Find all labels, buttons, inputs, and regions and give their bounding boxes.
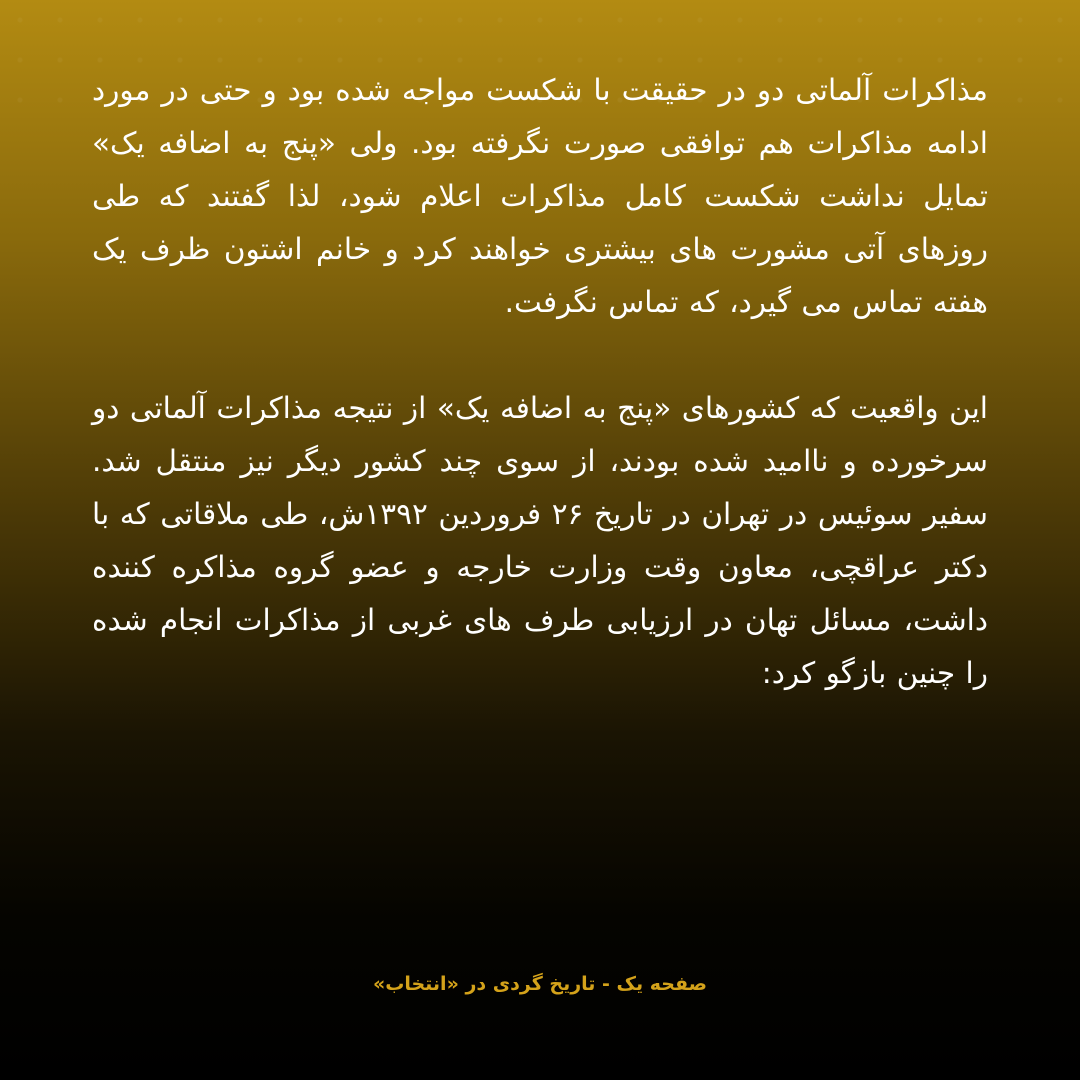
paragraph-2: این واقعیت که کشورهای «پنج به اضافه یک» از نتیجه مذاکرات آلماتی دو سرخورده و ناامید شده بودند، از سوی چند کشور دیگر نیز منتقل شد. سفیر سوئیس در تهران در تاریخ ۲۶ فروردین ۱۳۹۲ش، طی ملاقاتی که با دکتر عراقچی، معاون وقت وزارت خارجه و عضو گروه مذاکره کننده داشت، مسائل تهان در ارزیابی طرف های غربی از مذاکرات انجام شده را چنین بازگو کرد:: [92, 391, 988, 690]
footer-caption: صفحه یک - تاریخ گردی در «انتخاب»: [372, 973, 708, 995]
article-body: [92, 64, 988, 700]
paragraph-1: مذاکرات آلماتی دو در حقیقت با شکست مواجه شده بود و حتی در مورد ادامه مذاکرات هم توافقی صورت نگرفته بود. ولی «پنج به اضافه یک» تمایل نداشت شکست کامل مذاکرات اعلام شود، لذا گفتند که طی روزهای آتی مشورت های بیشتری خواهند کرد و خانم اشتون ظرف یک هفته تماس می گیرد، که تماس نگرفت.: [92, 73, 988, 319]
